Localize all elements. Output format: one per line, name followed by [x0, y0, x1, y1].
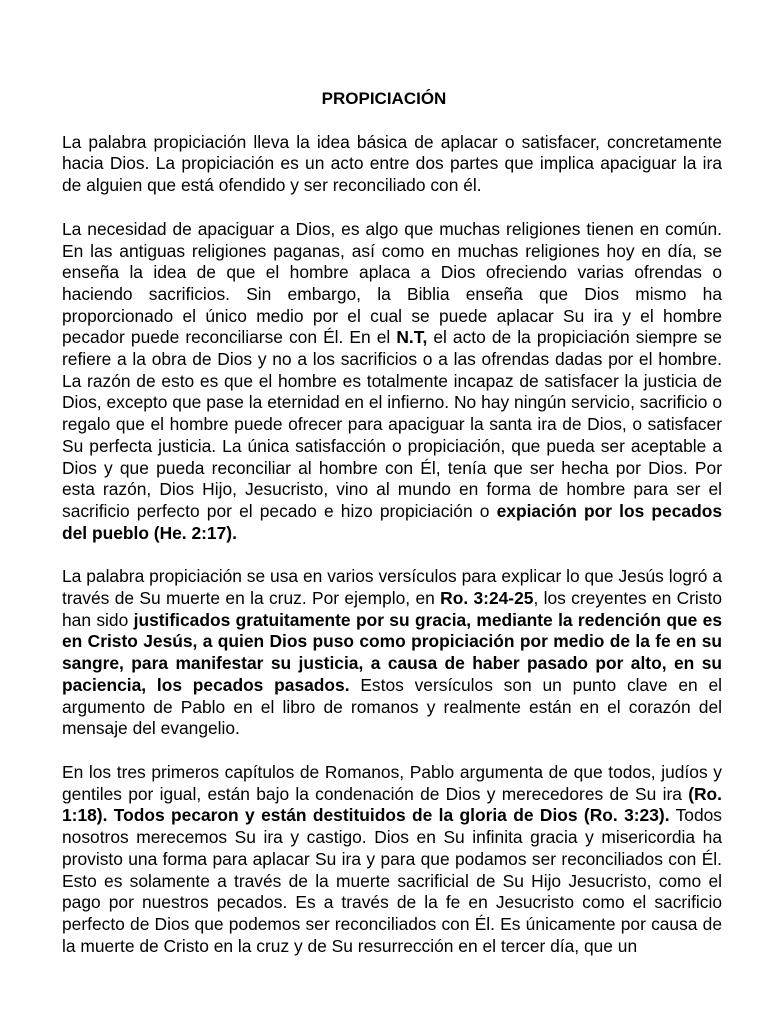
paragraph-3-run-5: Estos versículos son un punto clave en el argumento de Pablo en el libro de romanos y realmente están en el corazón del mensaje del evangelio.: [62, 674, 723, 739]
paragraph-1: [62, 132, 722, 197]
paragraph-2: [62, 219, 722, 545]
paragraph-2-run-2-bold: N.T,: [396, 327, 428, 348]
paragraph-4-run-2-bold: (Ro. 1:18). Todos pecaron y están destituidos de la gloria de Dios (Ro. 3:23).: [62, 783, 722, 826]
paragraph-3-run-2-bold: Ro. 3:24-25: [440, 588, 534, 609]
paragraph-3-run-1: La palabra propiciación se usa en varios versículos para explicar lo que Jesús logró a través de Su muerte en la cruz. Por ejemplo, en: [62, 566, 722, 609]
paragraph-3-run-3: , los creyentes en Cristo han sido: [62, 588, 722, 630]
paragraph-4-run-1: En los tres primeros capítulos de Romanos, Pablo argumenta de que todos, judíos y gentiles por igual, están bajo la condenación de Dios y merecedores de Su ira: [62, 761, 722, 804]
paragraph-2-run-3: el acto de la propiciación siempre se refiere a la obra de Dios y no a los sacrificios o a las ofrendas dadas por el hombre. La razón de esto es que el hombre es totalmente incapaz de satisfacer la justicia de Dios, excepto que pase la eternidad en el infierno. No hay ningún servicio, sacrificio o regalo que el hombre puede ofrecer para apaciguar la santa ira de Dios, o satisfacer Su perfecta justicia. La única satisfacción o propiciación, que pueda ser aceptable a Dios y que pueda reconciliar al hombre con Él, tenía que ser hecha por Dios. Por esta razón, Dios Hijo, Jesucristo, vino al mundo en forma de hombre para ser el sacrificio perfecto por el pecado e hizo propiciación o: [62, 327, 722, 521]
document-page: [62, 88, 722, 957]
paragraph-1-run-1: La palabra propiciación lleva la idea básica de aplacar o satisfacer, concretamente hacia Dios. La propiciación es un acto entre dos partes que implica apaciguar la ira de alguien que está ofendido y ser reconciliado con él.: [62, 131, 722, 196]
paragraph-4-run-3: Todos nosotros merecemos Su ira y castigo. Dios en Su infinita gracia y misericordia ha provisto una forma para aplacar Su ira y para que podamos ser reconciliados con Él. Esto es solamente a través de la muerte sacrificial de Su Hijo Jesucristo, como el pago por nuestros pecados. Es a través de la fe en Jesucristo como el sacrificio perfecto de Dios que podemos ser reconciliados con Él. Es únicamente por causa de la muerte de Cristo en la cruz y de Su resurrección en el tercer día, que un: [62, 805, 722, 956]
document-title: PROPICIACIÓN: [321, 89, 447, 108]
paragraph-4: [62, 762, 722, 957]
paragraph-3-run-4-bold: justificados gratuitamente por su gracia, mediante la redención que es en Cristo Jesús, a quien Dios puso como propiciación por medio de la fe en su sangre, para manifestar su justicia, a causa de haber pasado por alto, en su paciencia, los pecados pasados.: [62, 609, 722, 695]
paragraph-2-run-4-bold: expiación por los pecados del pueblo (He. 2:17).: [62, 500, 722, 543]
paragraph-2-run-1: La necesidad de apaciguar a Dios, es algo que muchas religiones tienen en común. En las antiguas religiones paganas, así como en muchas religiones hoy en día, se enseña la idea de que el hombre aplaca a Dios ofreciendo varias ofrendas o haciendo sacrificios. Sin embargo, la Biblia enseña que Dios mismo ha proporcionado el único medio por el cual se puede aplacar Su ira y el hombre pecador puede reconciliarse con Él. En el: [62, 218, 722, 348]
paragraph-3: [62, 566, 722, 740]
